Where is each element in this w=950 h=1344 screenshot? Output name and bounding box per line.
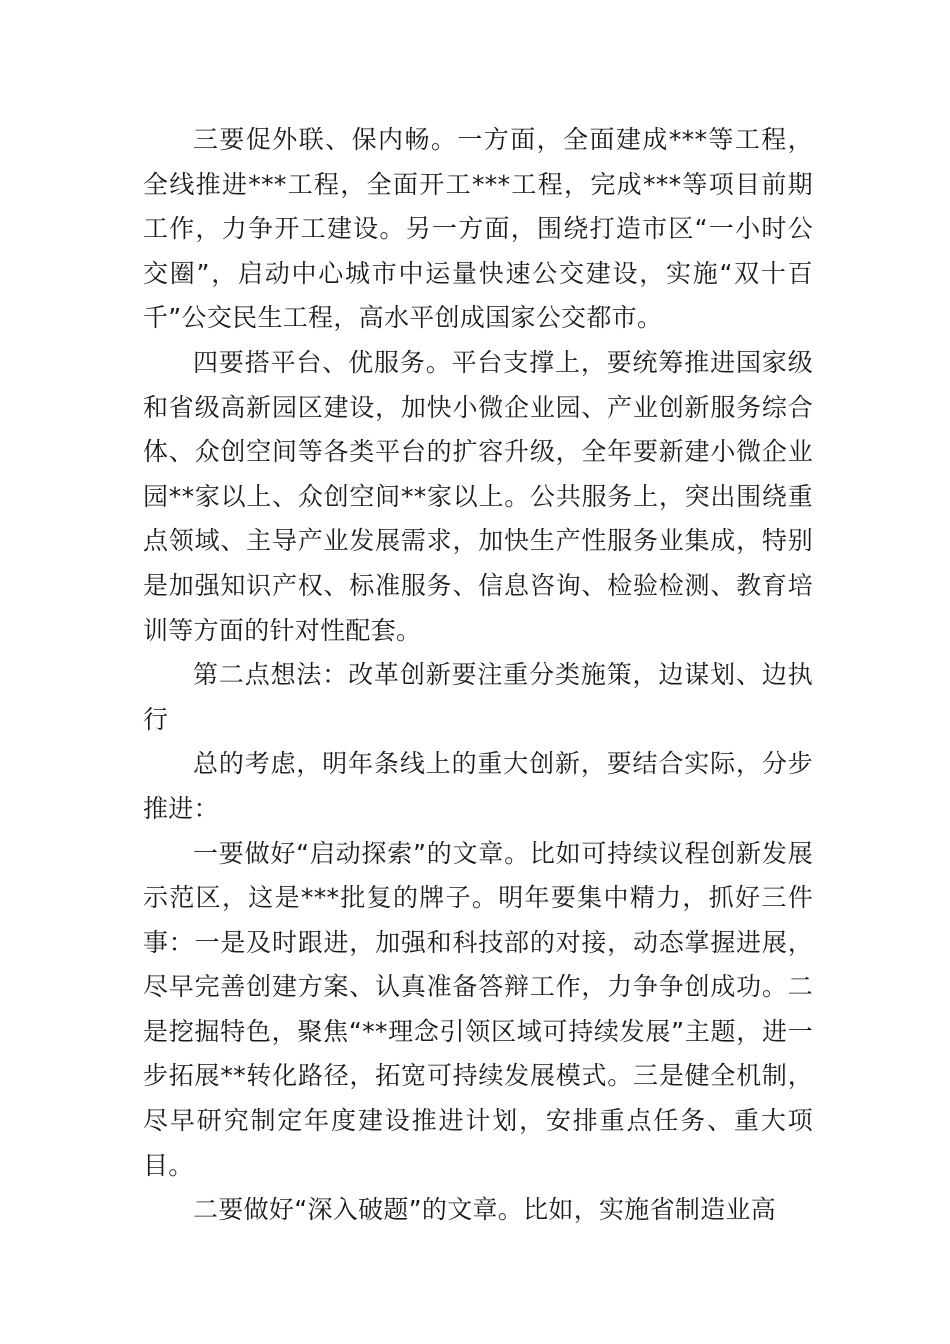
paragraph-start-exploration: 一要做好“启动探索”的文章。比如可持续议程创新发展示范区，这是***批复的牌子。明年要集中精力，抓好三件事：一是及时跟进，加强和科技部的对接，动态掌握进展，尽早完善创建方案、认真准备答辩工作，力争争创成功。二是挖掘特色，聚焦“**理念引领区域可持续发展”主题，进一步拓展**转化路径，拓宽可持续发展模式。三是健全机制，尽早研究制定年度建设推进计划，安排重点任务、重大项目。	[143, 838, 813, 1180]
paragraph-promote-connectivity: 三要促外联、保内畅。一方面，全面建成***等工程，全线推进***工程，全面开工***工程，完成***等项目前期工作，力争开工建设。另一方面，围绕打造市区“一小时公交圈”，启动中心城市中运量快速公交建设，实施“双十百千”公交民生工程，高水平创成国家公交都市。	[143, 125, 813, 333]
paragraph-overall-consideration: 总的考虑，明年条线上的重大创新，要结合实际，分步推进：	[143, 749, 813, 823]
paragraph-platform-services: 四要搭平台、优服务。平台支撑上，要统筹推进国家级和省级高新园区建设，加快小微企业园、产业创新服务综合体、众创空间等各类平台的扩容升级，全年要新建小微企业园**家以上、众创空间**家以上。公共服务上，突出围绕重点领域、主导产业发展需求，加快生产性服务业集成，特别是加强知识产权、标准服务、信息咨询、检验检测、教育培训等方面的针对性配套。	[143, 347, 813, 645]
paragraph-second-idea-heading: 第二点想法：改革创新要注重分类施策，边谋划、边执行	[143, 660, 813, 734]
paragraph-deep-breakthrough: 二要做好“深入破题”的文章。比如，实施省制造业高	[193, 1195, 777, 1225]
document-body	[143, 118, 813, 1233]
